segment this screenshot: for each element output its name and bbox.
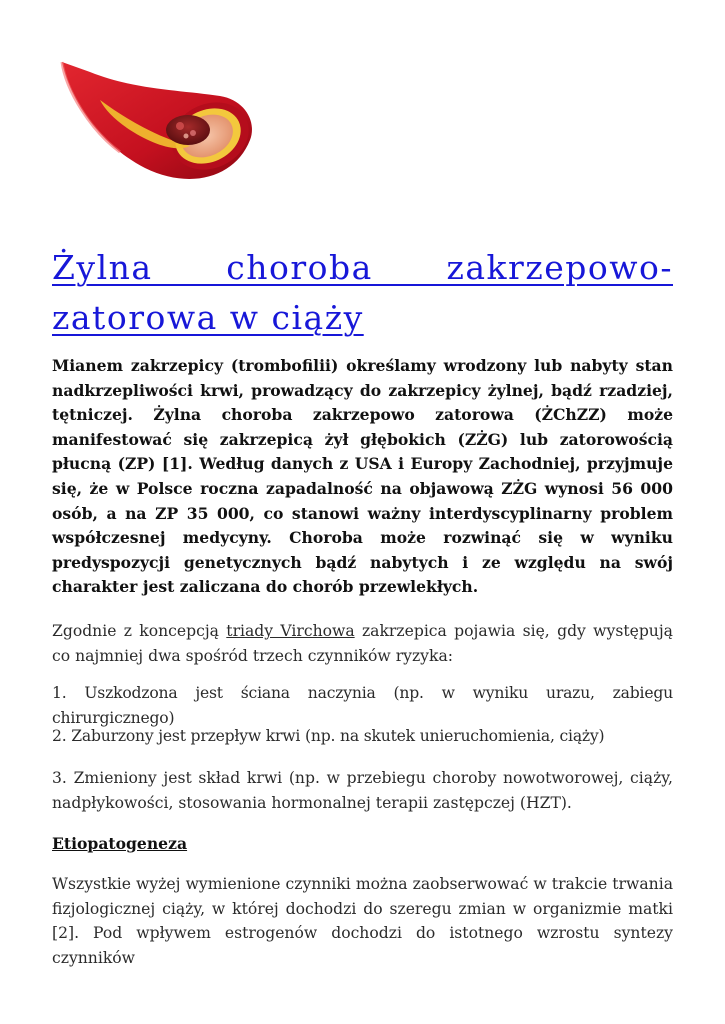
article-title[interactable] (52, 243, 673, 343)
title-line-1[interactable]: Żylna choroba zakrzepowo- (52, 248, 673, 287)
section-heading-etiopatogeneza: Etiopatogeneza (52, 834, 188, 853)
virchow-triad-link[interactable]: triady Virchowa (226, 622, 355, 640)
risk-factor-item-1: 1. Uszkodzona jest ściana naczynia (np. w wyniku urazu, zabiegu chirurgicznego) (52, 684, 673, 727)
intro-text-after: zakrzepica pojawia się, gdy występują co najmniej dwa spośród trzech czynników ryzyka: (52, 622, 673, 665)
virchow-intro-paragraph (52, 619, 673, 668)
risk-factor-item-3: 3. Zmieniony jest skład krwi (np. w przebiegu choroby nowotworowej, ciąży, nadpłykowości, stosowania hormonalnej terapii zastępczej (HZT). (52, 769, 673, 812)
lead-paragraph: Mianem zakrzepicy (trombofilii) określamy wrodzony lub nabyty stan nadkrzepliwości krwi, prowadzący do zakrzepicy żylnej, bądź rzadziej, tętniczej. Żylna choroba zakrzepowo zatorowa (ŻChZZ) może manifestować się zakrzepicą żył głębokich (ZŻG) lub zatorowością płucną (ZP) [1]. Według danych z USA i Europy Zachodniej, przyjmuje się, że w Polsce roczna zapadalność na objawową ZŻG wynosi 56 000 osób, a na ZP 35 000, co stanowi ważny interdyscyplinarny problem współczesnej medycyny. Choroba może rozwinąć się w wyniku predyspozycji genetycznych bądź nabytych i ze względu na swój charakter jest zaliczana do chorób przewlekłych. (52, 356, 673, 597)
blood-vessel-clot-illustration (60, 60, 260, 225)
etiopatogeneza-paragraph: Wszystkie wyżej wymienione czynniki można zaobserwować w trakcie trwania fizjologicznej ciąży, w której dochodzi do szeregu zmian w organizmie matki [2]. Pod wpływem estrogenów dochodzi do istotnego wzrostu syntezy czynników (52, 875, 673, 967)
intro-text-before: Zgodnie z koncepcją (52, 622, 227, 640)
title-line-2[interactable]: zatorowa w ciąży (52, 298, 364, 337)
risk-factor-item-2: 2. Zaburzony jest przepływ krwi (np. na skutek unieruchomienia, ciąży) (52, 727, 605, 745)
